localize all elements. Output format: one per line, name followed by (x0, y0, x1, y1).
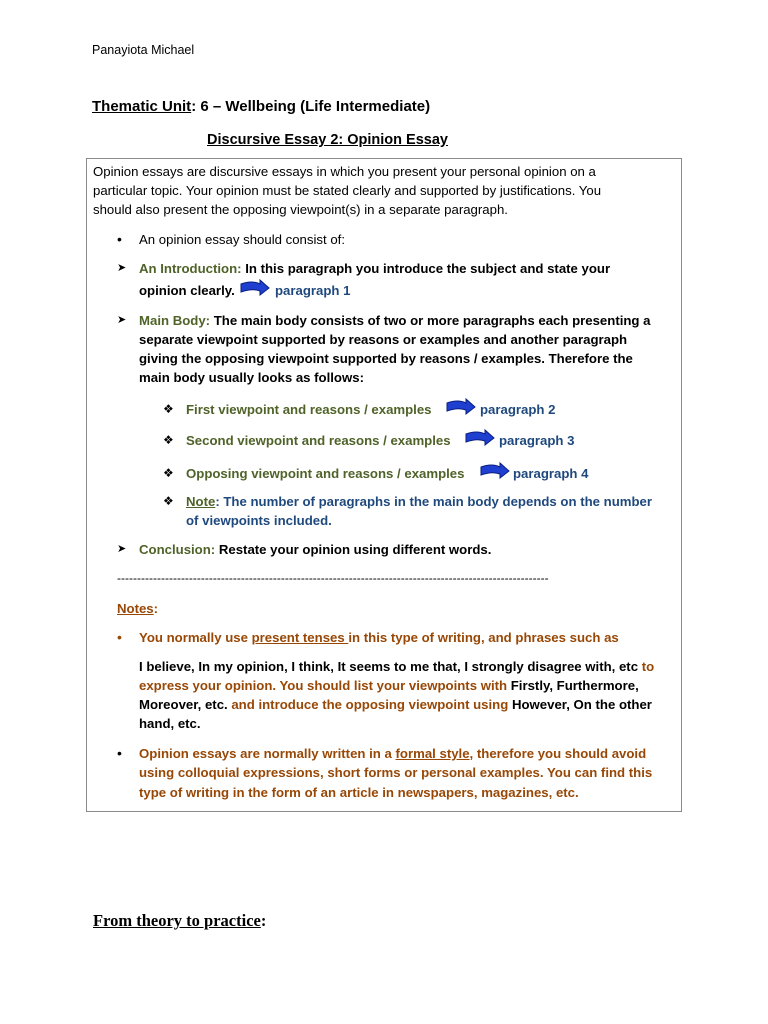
thematic-unit-text: : 6 – Wellbeing (Life Intermediate) (191, 98, 431, 115)
diamond-bullet-icon: ❖ (163, 494, 174, 508)
viewpoint-item-3: Opposing viewpoint and reasons / examples (186, 466, 465, 481)
notes-bullet-2-line-3: type of writing in the form of an article in newspapers, magazines, etc. (139, 785, 579, 800)
notes-b1-express: express your opinion. You should list your viewpoints with (139, 678, 508, 693)
thematic-unit-heading (92, 98, 430, 115)
main-body-line-1 (139, 311, 651, 330)
conclusion-line (139, 540, 491, 559)
introduction-line-1 (139, 259, 610, 278)
notes-bullet-2-line-1 (139, 744, 646, 763)
intro-line-2: particular topic. Your opinion must be stated clearly and supported by justifications. You (93, 183, 602, 198)
introduction-text: In this paragraph you introduce the subject and state your (241, 261, 611, 276)
notes-b1-part2: in this type of writing, and phrases such as (348, 630, 619, 645)
notes-b1-introduce: and introduce the opposing viewpoint using (227, 697, 509, 712)
curved-arrow-icon (480, 461, 510, 479)
notes-b1-phrases: I believe, In my opinion, I think, It seems to me that, I strongly disagree with, etc (139, 659, 639, 674)
notes-bullet-1-line-3 (139, 676, 639, 695)
consist-text: An opinion essay should consist of: (139, 232, 345, 247)
paragraph-1-label: paragraph 1 (275, 283, 351, 298)
paragraph-4-label: paragraph 4 (513, 466, 589, 481)
thematic-unit-label: Thematic Unit (92, 98, 192, 115)
notes-bullet-1-line-2 (139, 657, 654, 676)
dashed-divider: ------------------------------------------------------------------------------------------------------------ (117, 571, 549, 585)
note-text-1: : The number of paragraphs in the main body depends on the number (215, 494, 653, 509)
conclusion-label: Conclusion: (139, 542, 216, 557)
diamond-bullet-icon: ❖ (163, 433, 174, 447)
notes-b1-firstly: Firstly, Furthermore, (507, 678, 639, 693)
notes-b2-part1: Opinion essays are normally written in a (139, 746, 396, 761)
arrowhead-bullet-icon: ➤ (117, 262, 127, 274)
notes-bullet-1-line-5: hand, etc. (139, 716, 201, 731)
author-name: Panayiota Michael (92, 43, 195, 57)
bullet-dot: • (117, 745, 122, 761)
paragraph-2-label: paragraph 2 (480, 402, 556, 417)
essay-title: Discursive Essay 2: Opinion Essay (207, 132, 448, 148)
notes-b1-moreover: Moreover, etc. (139, 697, 228, 712)
notes-bullet-1-line-4 (139, 695, 652, 714)
paragraph-3-label: paragraph 3 (499, 433, 575, 448)
notes-bullet-1-line-1 (139, 628, 619, 647)
arrowhead-bullet-icon: ➤ (117, 314, 127, 326)
arrowhead-bullet-icon: ➤ (117, 543, 127, 555)
note-label: Note (186, 494, 216, 509)
practice-title: From theory to practice (93, 911, 261, 930)
curved-arrow-icon (446, 397, 476, 415)
notes-b1-however: However, On the other (508, 697, 652, 712)
notes-b1-part1: You normally use (139, 630, 252, 645)
notes-colon: : (153, 601, 159, 616)
main-body-label: Main Body: (139, 313, 211, 328)
curved-arrow-icon (465, 428, 495, 446)
practice-heading (93, 911, 266, 931)
viewpoint-item-1: First viewpoint and reasons / examples (186, 402, 432, 417)
introduction-label: An Introduction: (139, 261, 242, 276)
notes-heading (117, 599, 158, 618)
introduction-line-2: opinion clearly. (139, 283, 235, 298)
viewpoint-item-2: Second viewpoint and reasons / examples (186, 433, 451, 448)
intro-line-1: Opinion essays are discursive essays in which you present your personal opinion on a (93, 164, 596, 179)
diamond-bullet-icon: ❖ (163, 402, 174, 416)
notes-b1-to: to (638, 659, 655, 674)
main-body-text-1: The main body consists of two or more paragraphs each presenting a (210, 313, 651, 328)
conclusion-text: Restate your opinion using different words. (215, 542, 492, 557)
note-line-1 (186, 492, 652, 511)
main-body-line-3: giving the opposing viewpoint supported by reasons / examples. Therefore the (139, 351, 633, 366)
practice-colon: : (260, 911, 267, 930)
diamond-bullet-icon: ❖ (163, 466, 174, 480)
notes-b1-underlined: present tenses (251, 630, 349, 645)
notes-b2-underlined: formal style (395, 746, 470, 761)
note-line-2: of viewpoints included. (186, 513, 332, 528)
main-body-line-4: main body usually looks as follows: (139, 370, 364, 385)
bullet-dot: • (117, 629, 122, 645)
intro-line-3: should also present the opposing viewpoint(s) in a separate paragraph. (93, 202, 508, 217)
bullet-dot: • (117, 231, 122, 247)
notes-label: Notes (117, 601, 154, 616)
notes-bullet-2-line-2: using colloquial expressions, short forms or personal examples. You can find this (139, 765, 653, 780)
notes-b2-part2: , therefore you should avoid (469, 746, 647, 761)
main-body-line-2: separate viewpoint supported by reasons or examples and another paragraph (139, 332, 628, 347)
curved-arrow-icon (240, 278, 270, 296)
